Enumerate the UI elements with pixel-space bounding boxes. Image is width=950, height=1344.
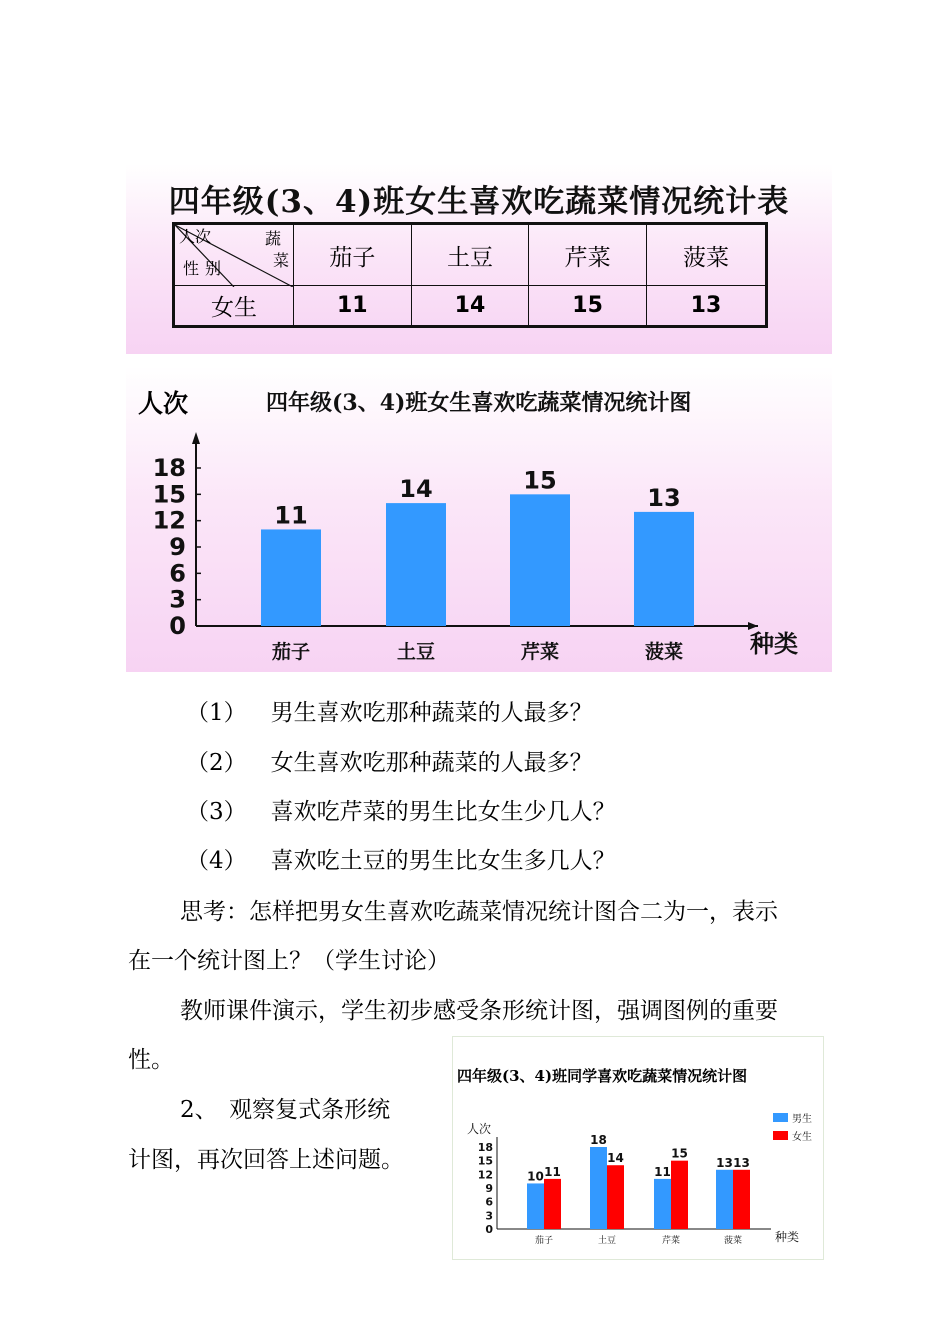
x-tick-label: 土豆 bbox=[597, 1236, 617, 1246]
y-tick-label: 15 bbox=[152, 480, 186, 509]
y-tick-label: 6 bbox=[169, 559, 186, 588]
table-value-cell: 14 bbox=[411, 286, 529, 327]
bar bbox=[544, 1179, 561, 1229]
bar-value-label: 15 bbox=[523, 466, 557, 495]
question-number: （4） bbox=[186, 848, 247, 874]
y-tick-label: 12 bbox=[477, 1168, 493, 1182]
bar-value-label: 15 bbox=[671, 1146, 688, 1161]
table-row-label: 女生 bbox=[174, 286, 294, 327]
x-tick-label: 菠菜 bbox=[723, 1236, 743, 1246]
y-tick-label: 12 bbox=[152, 506, 186, 535]
compound-bar-chart-panel bbox=[452, 1036, 824, 1260]
question-text: 喜欢吃芹菜的男生比女生少几人？ bbox=[270, 799, 616, 825]
table-header-cell: 芹菜 bbox=[529, 224, 647, 286]
table-title: 四年级(3、4)班女生喜欢吃蔬菜情况统计表 bbox=[168, 184, 790, 220]
bar-value-label: 10 bbox=[527, 1169, 544, 1184]
table-header-cell: 土豆 bbox=[411, 224, 529, 286]
bar-value-label: 14 bbox=[399, 475, 433, 504]
corner-label-veg-2: 菜 bbox=[273, 251, 290, 270]
question-1 bbox=[186, 698, 593, 728]
corner-label-veg-1: 蔬 bbox=[265, 229, 282, 248]
y-tick-label: 18 bbox=[477, 1141, 493, 1154]
statistics-table-panel bbox=[126, 164, 832, 354]
think-line-2: 在一个统计图上？（学生讨论） bbox=[128, 948, 450, 974]
legend-swatch bbox=[773, 1131, 788, 1140]
statistics-table bbox=[172, 222, 768, 328]
y-axis-label: 人次 bbox=[467, 1122, 492, 1136]
bar-value-label: 11 bbox=[654, 1164, 671, 1179]
bar bbox=[654, 1179, 671, 1229]
bar-value-label: 13 bbox=[733, 1155, 750, 1170]
question-number: （3） bbox=[186, 799, 247, 825]
girls-bar-chart bbox=[126, 366, 832, 672]
corner-label-people: 人次 bbox=[179, 227, 212, 246]
question-number: （1） bbox=[186, 700, 247, 726]
bar bbox=[527, 1183, 544, 1229]
bar bbox=[733, 1170, 750, 1229]
table-corner-header bbox=[174, 224, 294, 286]
legend-label: 男生 bbox=[792, 1114, 812, 1125]
question-text: 喜欢吃土豆的男生比女生多几人？ bbox=[270, 848, 616, 874]
legend-label: 女生 bbox=[792, 1132, 812, 1143]
chart-title: 四年级(3、4)班女生喜欢吃蔬菜情况统计图 bbox=[266, 390, 692, 416]
teacher-line-2: 性。 bbox=[128, 1047, 174, 1073]
x-axis-label: 种类 bbox=[750, 629, 798, 658]
bar bbox=[671, 1161, 688, 1229]
y-tick-label: 15 bbox=[477, 1154, 493, 1168]
y-tick-label: 3 bbox=[169, 585, 186, 614]
table-value-cell: 13 bbox=[646, 286, 766, 327]
bar-value-label: 11 bbox=[544, 1164, 561, 1179]
observe-line-2: 计图，再次回答上述问题。 bbox=[128, 1147, 404, 1173]
bar-value-label: 11 bbox=[274, 501, 308, 530]
bar bbox=[261, 529, 321, 626]
y-tick-label: 6 bbox=[485, 1195, 493, 1209]
girls-bar-chart-panel bbox=[126, 366, 832, 672]
y-tick-label: 0 bbox=[485, 1223, 493, 1236]
compound-bar-chart bbox=[453, 1037, 823, 1259]
x-tick-label: 茄子 bbox=[271, 641, 311, 663]
y-tick-label: 9 bbox=[169, 533, 186, 561]
question-2 bbox=[186, 748, 593, 778]
x-tick-label: 菠菜 bbox=[644, 641, 684, 663]
table-header-cell: 菠菜 bbox=[646, 224, 766, 286]
question-4 bbox=[186, 846, 616, 876]
x-tick-label: 茄子 bbox=[534, 1236, 554, 1246]
bar bbox=[634, 512, 694, 626]
legend-swatch bbox=[773, 1113, 788, 1122]
x-tick-label: 土豆 bbox=[396, 641, 436, 663]
y-axis-arrow bbox=[192, 432, 200, 444]
question-text: 男生喜欢吃那种蔬菜的人最多？ bbox=[270, 700, 593, 726]
table-value-cell: 11 bbox=[294, 286, 412, 327]
x-axis-label: 种类 bbox=[774, 1230, 800, 1244]
chart-y-axis-label: 人次 bbox=[138, 389, 189, 418]
y-tick-label: 3 bbox=[485, 1209, 493, 1223]
x-tick-label: 芹菜 bbox=[661, 1236, 681, 1246]
y-tick-label: 0 bbox=[169, 612, 186, 640]
y-tick-label: 9 bbox=[485, 1182, 493, 1195]
y-tick-label: 18 bbox=[152, 454, 186, 482]
corner-label-gender: 性别 bbox=[183, 259, 228, 278]
table-value-cell: 15 bbox=[529, 286, 647, 327]
table-header-cell: 茄子 bbox=[294, 224, 412, 286]
bar-value-label: 13 bbox=[647, 483, 681, 512]
bar bbox=[607, 1165, 624, 1229]
bar bbox=[716, 1170, 733, 1229]
bar-value-label: 13 bbox=[716, 1155, 733, 1170]
x-tick-label: 芹菜 bbox=[520, 641, 560, 663]
question-number: （2） bbox=[186, 750, 247, 776]
compound-chart-title: 四年级(3、4)班同学喜欢吃蔬菜情况统计图 bbox=[457, 1067, 748, 1085]
bar bbox=[386, 503, 446, 626]
bar bbox=[510, 494, 570, 626]
question-3 bbox=[186, 797, 616, 827]
teacher-line-1: 教师课件演示，学生初步感受条形统计图，强调图例的重要 bbox=[180, 998, 778, 1024]
observe-line-1: 2、 观察复式条形统 bbox=[180, 1097, 391, 1123]
bar-value-label: 14 bbox=[607, 1151, 624, 1166]
question-text: 女生喜欢吃那种蔬菜的人最多？ bbox=[270, 750, 593, 776]
bar-value-label: 18 bbox=[590, 1133, 607, 1147]
bar bbox=[590, 1147, 607, 1229]
think-line-1: 思考：怎样把男女生喜欢吃蔬菜情况统计图合二为一，表示 bbox=[180, 899, 778, 925]
